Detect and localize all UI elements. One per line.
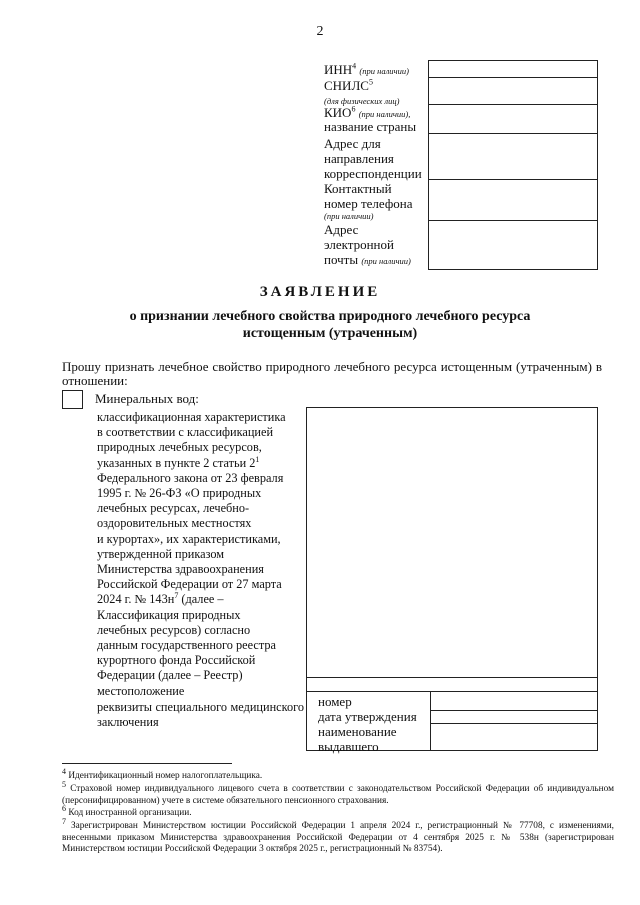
classification-description: классификационная характеристика в соответствии с классификацией природных лечебных ресурсов, указанных в пункте 2 статьи $2^1$ Федерального закона от 23 февраля 1995 г. № 26-ФЗ «О природных лечебных ресурсах, лечебно- оздоровительных местностях и курортах», их характеристиками, утвержденной приказом Министерства здравоохранения Российской Федерации от 27 марта 2024 г. № $143н^7$ (далее – Классификация природных лечебных ресурсов) согласно данным государственного реестра курортного фонда Российской Федерации (далее – Реестр) местоположение реквизиты специального медицинского заключения [97, 410, 304, 730]
footnote-7: $^7$ Зарегистрирован Министерством юстиции Российской Федерации 1 апреля 2024 г., регистрационный № 77708, с изменениями, внесенными приказом Министерства здравоохранения Российской Федерации от 4 сентября 2025 г. № 538н (зарегистрирован Министерством юстиции Российской Федерации 3 октября 2025 г., регистрационный № 83754). [62, 816, 614, 854]
inn-label: ИНН$^4$ (при наличии) [324, 61, 409, 77]
medical-number-label: номер [318, 694, 352, 709]
country-label: название страны [324, 119, 417, 134]
medical-issuer-label: наименование выдавшего [318, 724, 397, 754]
medical-conclusion-label: реквизиты специального медицинского заключения [97, 699, 304, 730]
address-input[interactable] [428, 134, 596, 179]
medical-date-label: дата утверждения [318, 709, 417, 724]
location-label: местоположение [97, 683, 185, 698]
medical-issuer-input[interactable] [431, 724, 596, 749]
address-label: Адрес для направления корреспонденции [324, 136, 422, 181]
document-title: ЗАЯВЛЕНИЕ [259, 284, 381, 300]
mineral-water-label: Минеральных вод: [95, 391, 199, 406]
page-number: 2 [316, 24, 324, 39]
kio-input[interactable] [428, 105, 596, 133]
footnote-5: $^5$ Страховой номер индивидуального лицевого счета в соответствии с законодательством Российской Федерации об индивидуальном (персонифицированном) учете в системе обязательного пенсионного страхования. [62, 779, 614, 806]
email-input[interactable] [428, 221, 596, 268]
phone-label: Контактный номер телефона (при наличии) [324, 181, 413, 221]
document-subtitle: о признании лечебного свойства природного лечебного ресурса истощенным (утраченным) [129, 309, 531, 341]
phone-input[interactable] [428, 180, 596, 220]
footnote-6: $^6$ Код иностранной организации. [62, 803, 192, 818]
snils-note: (для физических лиц) [324, 96, 400, 106]
footnote-separator [62, 763, 232, 764]
medical-date-input[interactable] [431, 711, 596, 723]
inn-input[interactable] [428, 60, 596, 77]
snils-label: СНИЛС$^5$ [324, 77, 373, 93]
snils-input[interactable] [428, 78, 596, 104]
medical-number-input[interactable] [431, 692, 596, 710]
request-paragraph: Прошу признать лечебное свойство природного лечебного ресурса истощенным (утраченным) в отношении: [62, 359, 602, 388]
mineral-water-checkbox[interactable] [62, 390, 83, 409]
classification-input[interactable] [306, 407, 598, 679]
footnote-4: $^4$ Идентификационный номер налогоплательщика. [62, 766, 263, 781]
email-label: Адрес электронной почты (при наличии) [324, 222, 411, 267]
kio-label: КИО$^6$ (при наличии), [324, 104, 411, 120]
